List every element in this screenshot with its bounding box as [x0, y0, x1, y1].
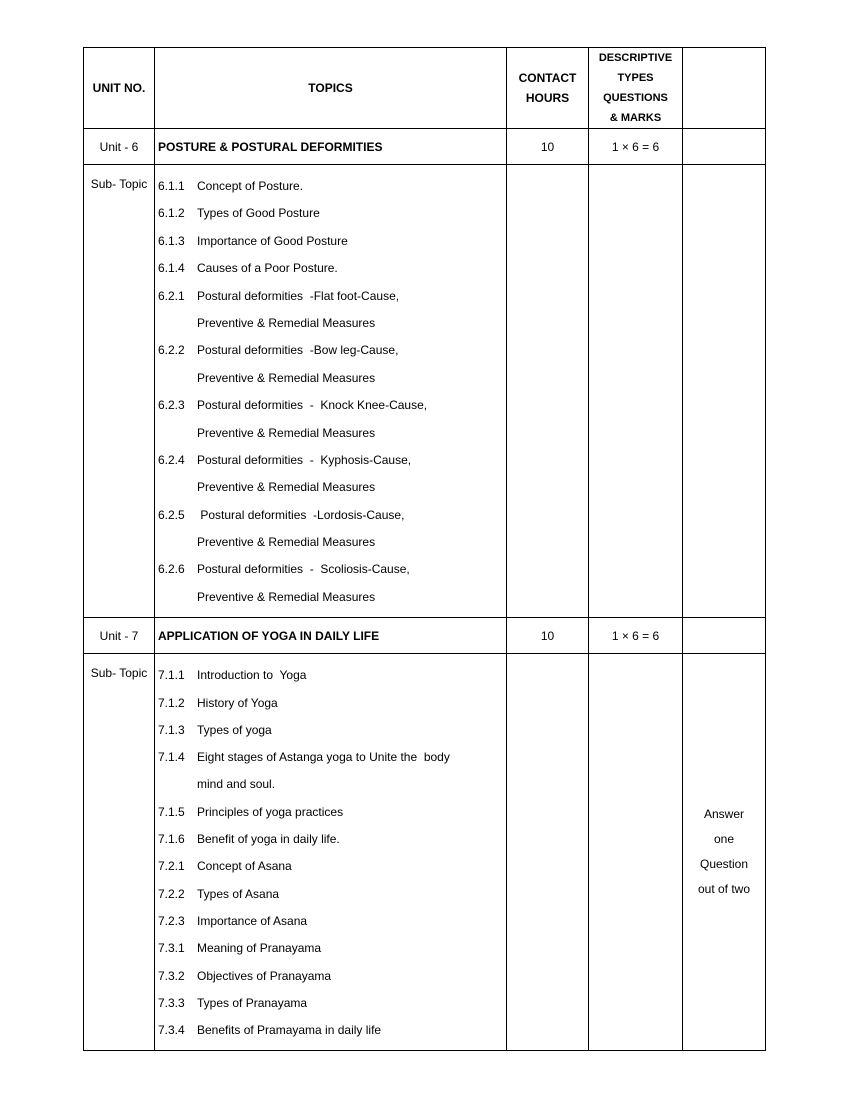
contact-hours: 10: [507, 129, 589, 165]
subtopic-item: [155, 230, 506, 257]
subtopic-text: Preventive & Remedial Measures: [197, 425, 376, 440]
subtopic-number: 7.3.2: [158, 968, 185, 983]
subtopic-number: 6.1.3: [158, 233, 185, 248]
subtopic-item: [155, 531, 506, 558]
subtopic-row: [84, 165, 766, 618]
answer-note-line: one: [713, 832, 735, 847]
answer-note-line: Question: [699, 857, 749, 872]
subtopic-text: Benefit of yoga in daily life.: [197, 832, 340, 847]
sub-topic-label: Sub- Topic: [84, 654, 155, 1051]
subtopic-item: [155, 394, 506, 421]
subtopic-number: 7.1.6: [158, 832, 185, 847]
subtopic-row: [84, 654, 766, 1051]
subtopic-text: Concept of Asana: [197, 859, 292, 874]
subtopic-number: 7.3.1: [158, 941, 185, 956]
unit-row: [84, 129, 766, 165]
subtopic-text: Types of Asana: [197, 886, 280, 901]
subtopic-text: Importance of Asana: [197, 913, 308, 928]
subtopic-number: 7.1.1: [158, 668, 185, 683]
subtopic-item: [155, 664, 506, 691]
subtopic-item: [155, 202, 506, 229]
subtopic-item: [155, 422, 506, 449]
answer-note-line: Answer: [703, 807, 744, 822]
descriptive-header-line: TYPES QUESTIONS: [603, 72, 668, 104]
subtopic-number: 6.2.6: [158, 562, 185, 577]
subtopic-item: [155, 257, 506, 284]
answer-note-line: out of two: [697, 882, 751, 897]
subtopic-text: Principles of yoga practices: [197, 804, 344, 819]
unit-row: [84, 618, 766, 654]
subtopic-list: [155, 165, 507, 618]
subtopic-item: [155, 746, 506, 773]
subtopic-lines: [155, 165, 506, 617]
subtopic-item: [155, 339, 506, 366]
subtopic-number: 6.2.4: [158, 452, 185, 467]
subtopic-item: [155, 504, 506, 531]
subtopic-number: 7.3.4: [158, 1023, 185, 1038]
unit-label: Unit - 6: [84, 129, 155, 165]
answer-note: [683, 654, 766, 1051]
subtopic-item: [155, 586, 506, 613]
subtopic-item: [155, 719, 506, 746]
unit-title: APPLICATION OF YOGA IN DAILY LIFE: [155, 618, 507, 654]
empty-cell: [683, 165, 766, 618]
subtopic-item: [155, 773, 506, 800]
empty-cell: [589, 165, 683, 618]
subtopic-number: 6.1.2: [158, 206, 185, 221]
topics-header: TOPICS: [155, 48, 507, 129]
subtopic-number: 6.1.4: [158, 261, 185, 276]
subtopic-text: Preventive & Remedial Measures: [197, 535, 376, 550]
subtopic-text: Meaning of Pranayama: [197, 941, 322, 956]
subtopic-text: Postural deformities - Knock Knee-Cause,: [197, 398, 428, 413]
subtopic-text: Introduction to Yoga: [197, 668, 307, 683]
subtopic-item: [155, 312, 506, 339]
subtopic-text: Benefits of Pramayama in daily life: [197, 1023, 382, 1038]
subtopic-number: 7.1.2: [158, 695, 185, 710]
syllabus-table: [83, 47, 766, 1051]
marks: 1 × 6 = 6: [589, 129, 683, 165]
subtopic-number: 7.2.3: [158, 913, 185, 928]
subtopic-lines: [155, 654, 506, 1050]
subtopic-text: Preventive & Remedial Measures: [197, 589, 376, 604]
descriptive-header-line: DESCRIPTIVE: [598, 52, 673, 64]
subtopic-number: 7.3.3: [158, 995, 185, 1010]
subtopic-number: 7.1.5: [158, 804, 185, 819]
subtopic-number: 7.1.3: [158, 722, 185, 737]
header-row: [84, 48, 766, 129]
subtopic-number: 6.1.1: [158, 179, 185, 193]
subtopic-text: Types of Good Posture: [197, 206, 320, 221]
descriptive-header: [589, 48, 683, 129]
subtopic-item: [155, 367, 506, 394]
subtopic-item: [155, 883, 506, 910]
contact-hours-header-line: HOURS: [525, 91, 570, 105]
sub-topic-label: Sub- Topic: [84, 165, 155, 618]
subtopic-item: [155, 855, 506, 882]
subtopic-item: [155, 476, 506, 503]
subtopic-item: [155, 558, 506, 585]
unit-no-header: UNIT NO.: [84, 48, 155, 129]
subtopic-number: 7.2.1: [158, 859, 185, 874]
subtopic-text: Preventive & Remedial Measures: [197, 370, 376, 385]
marks: 1 × 6 = 6: [589, 618, 683, 654]
subtopic-number: 6.2.1: [158, 288, 185, 303]
subtopic-text: Postural deformities - Scoliosis-Cause,: [197, 562, 410, 577]
subtopic-text: Postural deformities - Kyphosis-Cause,: [197, 452, 412, 467]
subtopic-item: [155, 1019, 506, 1046]
subtopic-text: Eight stages of Astanga yoga to Unite the body: [197, 750, 450, 765]
subtopic-item: [155, 910, 506, 937]
subtopic-text: Objectives of Pranayama: [197, 968, 332, 983]
empty-cell: [589, 654, 683, 1051]
subtopic-list: [155, 654, 507, 1051]
subtopic-item: [155, 965, 506, 992]
subtopic-text: Types of Pranayama: [197, 995, 308, 1010]
descriptive-header-line: & MARKS: [609, 112, 662, 124]
note-cell: [683, 129, 766, 165]
subtopic-number: 6.2.3: [158, 398, 185, 413]
subtopic-number: 6.2.5: [158, 507, 185, 522]
subtopic-text: Preventive & Remedial Measures: [197, 480, 376, 495]
contact-hours: 10: [507, 618, 589, 654]
subtopic-item: [155, 692, 506, 719]
subtopic-text: History of Yoga: [197, 695, 278, 710]
subtopic-text: mind and soul.: [197, 777, 276, 792]
contact-hours-header-line: CONTACT: [518, 71, 577, 85]
subtopic-item: [155, 992, 506, 1019]
subtopic-text: Concept of Posture.: [197, 179, 304, 193]
empty-cell: [507, 165, 589, 618]
contact-hours-header: [507, 48, 589, 129]
note-header: [683, 48, 766, 129]
subtopic-item: [155, 801, 506, 828]
unit-label: Unit - 7: [84, 618, 155, 654]
subtopic-text: Importance of Good Posture: [197, 233, 348, 248]
subtopic-text: Postural deformities -Flat foot-Cause,: [197, 288, 400, 303]
subtopic-item: [155, 828, 506, 855]
subtopic-item: [155, 449, 506, 476]
subtopic-number: 6.2.2: [158, 343, 185, 358]
note-cell: [683, 618, 766, 654]
subtopic-text: Preventive & Remedial Measures: [197, 315, 376, 330]
unit-title: POSTURE & POSTURAL DEFORMITIES: [155, 129, 507, 165]
subtopic-text: Postural deformities -Bow leg-Cause,: [197, 343, 399, 358]
subtopic-item: [155, 285, 506, 312]
subtopic-text: Postural deformities -Lordosis-Cause,: [197, 507, 405, 522]
subtopic-item: [155, 937, 506, 964]
subtopic-item: [155, 175, 506, 202]
subtopic-number: 7.1.4: [158, 750, 185, 765]
subtopic-number: 7.2.2: [158, 886, 185, 901]
subtopic-text: Causes of a Poor Posture.: [197, 261, 338, 276]
subtopic-text: Types of yoga: [197, 722, 272, 737]
empty-cell: [507, 654, 589, 1051]
